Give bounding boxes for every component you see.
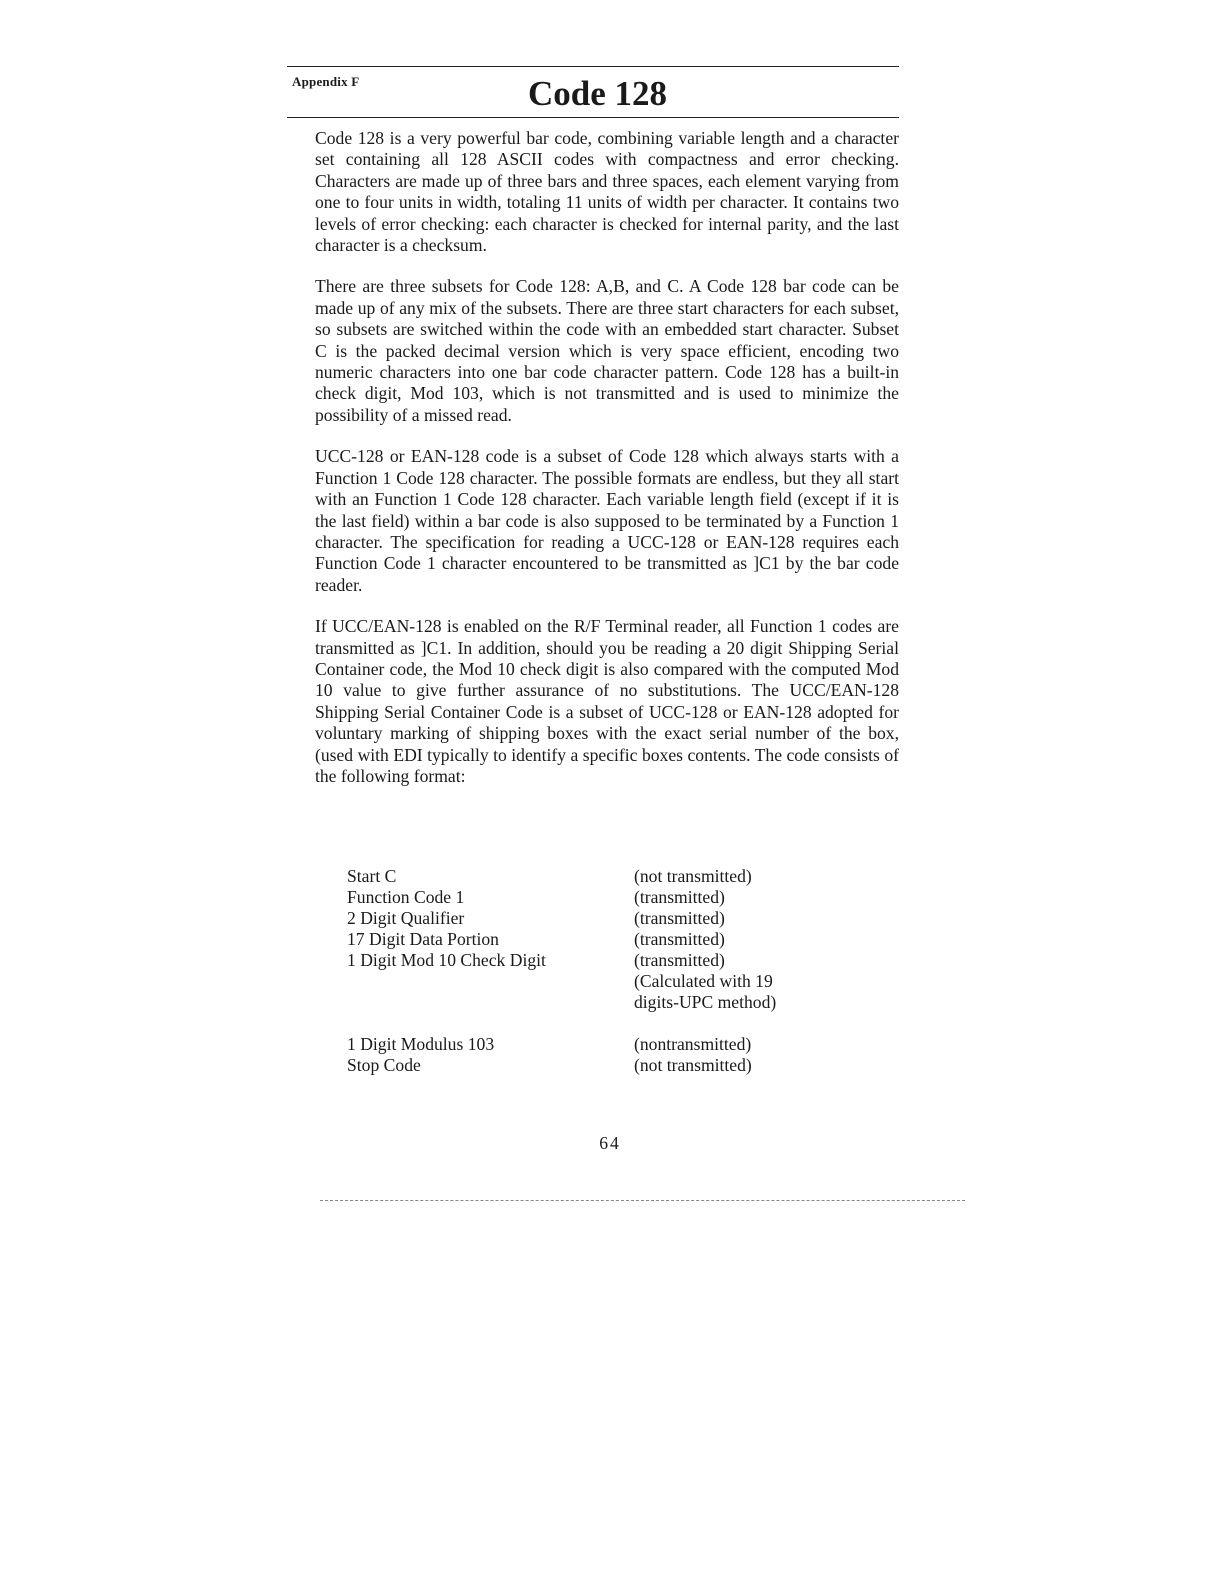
body-text — [315, 128, 899, 807]
format-label: Start C — [347, 866, 397, 886]
format-row — [347, 887, 847, 908]
paragraph-overview: Code 128 is a very powerful bar code, combining variable length and a character set containing all 128 ASCII codes with compactness and error checking. Characters are made up of three bars and three spaces, each element varying from one to four units in width, totaling 11 units of width per character. It contains two levels of error checking: each character is checked for internal parity, and the last character is a checksum. — [315, 128, 899, 256]
paragraph-subsets: There are three subsets for Code 128: A,B, and C. A Code 128 bar code can be made up of any mix of the subsets. There are three start characters for each subset, so subsets are switched within the code with an embedded start character. Subset C is the packed decimal version which is very space efficient, encoding two numeric characters into one bar code character pattern. Code 128 has a built-in check digit, Mod 103, which is not transmitted and is used to minimize the possibility of a missed read. — [315, 276, 899, 425]
title-underline-rule — [287, 117, 899, 118]
format-label: 1 Digit Modulus 103 — [347, 1034, 495, 1054]
format-status: (transmitted) — [634, 929, 725, 949]
format-status: (nontransmitted) — [634, 1034, 752, 1054]
format-spacer — [347, 1013, 847, 1034]
format-status: (transmitted) — [634, 950, 725, 970]
header-top-rule — [287, 66, 899, 67]
format-row — [347, 929, 847, 950]
format-status: (transmitted) — [634, 908, 725, 928]
format-label: 2 Digit Qualifier — [347, 908, 465, 928]
format-row — [347, 992, 847, 1013]
format-status: (not transmitted) — [634, 1055, 752, 1075]
format-label: 17 Digit Data Portion — [347, 929, 499, 949]
footer-dashed-rule — [320, 1200, 965, 1201]
appendix-label: Appendix F — [292, 74, 360, 89]
format-status: (transmitted) — [634, 887, 725, 907]
format-label: Function Code 1 — [347, 887, 465, 907]
format-label — [347, 992, 634, 1013]
format-row — [347, 971, 847, 992]
page-title: Code 128 — [527, 74, 668, 113]
paragraph-rf-terminal: If UCC/EAN-128 is enabled on the R/F Terminal reader, all Function 1 codes are transmitted as ]C1. In addition, should you be reading a 20 digit Shipping Serial Container code, the Mod 10 check digit is also compared with the computed Mod 10 value to give further assurance of no substitutions. The UCC/EAN-128 Shipping Serial Container Code is a subset of UCC-128 or EAN-128 adopted for voluntary marking of shipping boxes with the exact serial number of the box, (used with EDI typically to identify a specific boxes contents. The code consists of the following format: — [315, 616, 899, 786]
format-status: (not transmitted) — [634, 866, 752, 886]
format-row — [347, 950, 847, 971]
format-row — [347, 866, 847, 887]
format-row — [347, 1055, 847, 1076]
format-row — [347, 1034, 847, 1055]
format-label — [347, 971, 634, 992]
format-row — [347, 908, 847, 929]
format-label: Stop Code — [347, 1055, 421, 1075]
page-number: 64 — [599, 1133, 621, 1153]
format-status: digits-UPC method) — [634, 992, 777, 1012]
format-list — [347, 866, 847, 1076]
format-status: (Calculated with 19 — [634, 971, 773, 991]
paragraph-ucc-ean: UCC-128 or EAN-128 code is a subset of Code 128 which always starts with a Function 1 Code 128 character. The possible formats are endless, but they all start with an Function 1 Code 128 character. Each variable length field (except if it is the last field) within a bar code is also supposed to be terminated by a Function 1 character. The specification for reading a UCC-128 or EAN-128 requires each Function Code 1 character encountered to be transmitted as ]C1 by the bar code reader. — [315, 446, 899, 595]
format-label: 1 Digit Mod 10 Check Digit — [347, 950, 546, 970]
